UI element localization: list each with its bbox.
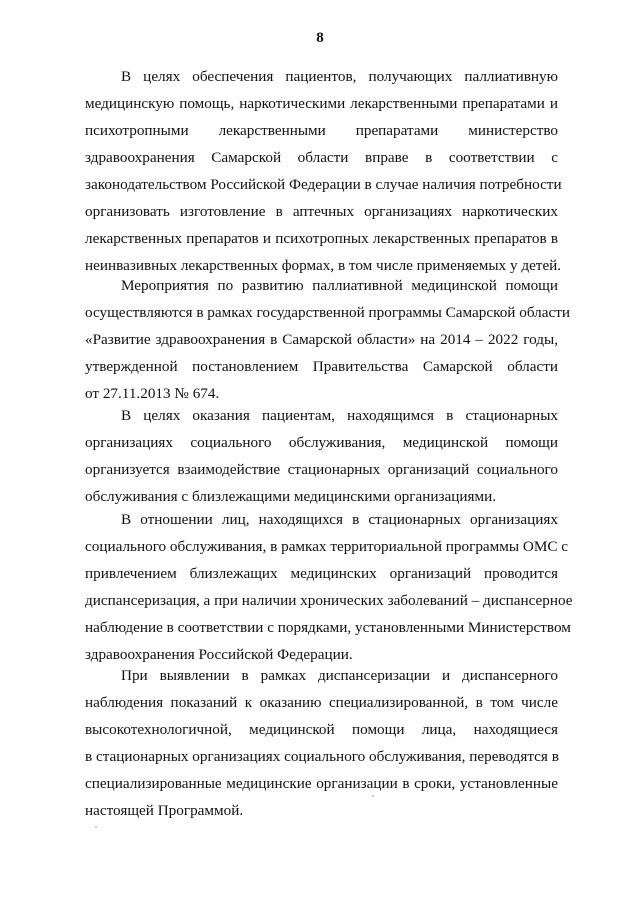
paragraph-line: При выявлении в рамках диспансеризации и диспансерного xyxy=(121,667,558,684)
scan-speck xyxy=(372,795,374,797)
paragraph-4 xyxy=(85,506,573,668)
paragraph-line: обслуживания с близлежащими медицинскими организациями. xyxy=(85,488,497,505)
paragraph-line: диспансеризация, а при наличии хронических заболеваний – диспансерное xyxy=(85,592,573,609)
paragraph-3 xyxy=(85,402,558,510)
paragraph-line: социального обслуживания, в рамках территориальной программы ОМС с xyxy=(85,538,569,555)
paragraph-line: «Развитие здравоохранения в Самарской области» на 2014 – 2022 годы, xyxy=(85,331,558,348)
paragraph-1 xyxy=(85,63,562,279)
paragraph-line: наблюдения показаний к оказанию специализированной, в том числе xyxy=(85,694,558,711)
paragraph-line: высокотехнологичной, медицинской помощи лица, находящиеся xyxy=(85,721,558,738)
paragraph-line: в стационарных организациях социального обслуживания, переводятся в xyxy=(85,748,559,765)
paragraph-line: В целях оказания пациентам, находящимся в стационарных xyxy=(121,407,558,424)
paragraph-line: от 27.11.2013 № 674. xyxy=(85,385,220,402)
paragraph-line: привлечением близлежащих медицинских организаций проводится xyxy=(85,565,558,582)
page-number: 8 xyxy=(316,30,324,46)
paragraph-line: специализированные медицинские организации в сроки, установленные xyxy=(85,775,558,792)
paragraph-line: организуется взаимодействие стационарных организаций социального xyxy=(85,461,558,478)
paragraph-line: настоящей Программой. xyxy=(85,802,244,819)
paragraph-line: утвержденной постановлением Правительства Самарской области xyxy=(85,358,558,375)
paragraph-line: осуществляются в рамках государственной программы Самарской области xyxy=(85,304,571,321)
paragraph-5 xyxy=(85,662,558,824)
paragraph-line: законодательством Российской Федерации в случае наличия потребности xyxy=(85,176,562,193)
paragraph-line: медицинскую помощь, наркотическими лекарственными препаратами и xyxy=(85,95,558,112)
paragraph-line: лекарственных препаратов и психотропных лекарственных препаратов в xyxy=(85,230,558,247)
paragraph-line: В отношении лиц, находящихся в стационарных организациях xyxy=(121,511,558,528)
paragraph-line: психотропными лекарственными препаратами министерство xyxy=(85,122,558,139)
paragraph-line: неинвазивных лекарственных формах, в том числе применяемых у детей. xyxy=(85,257,562,274)
paragraph-line: Мероприятия по развитию паллиативной медицинской помощи xyxy=(121,277,558,294)
paragraph-line: организациях социального обслуживания, медицинской помощи xyxy=(85,434,558,451)
paragraph-line: В целях обеспечения пациентов, получающих паллиативную xyxy=(121,68,558,85)
paragraph-line: наблюдение в соответствии с порядками, установленными Министерством xyxy=(85,619,571,636)
paragraph-2 xyxy=(85,272,571,407)
paragraph-line: здравоохранения Самарской области вправе в соответствии с xyxy=(85,149,558,166)
scan-speck xyxy=(95,826,97,828)
paragraph-line: здравоохранения Российской Федерации. xyxy=(85,646,353,663)
paragraph-line: организовать изготовление в аптечных организациях наркотических xyxy=(85,203,558,220)
